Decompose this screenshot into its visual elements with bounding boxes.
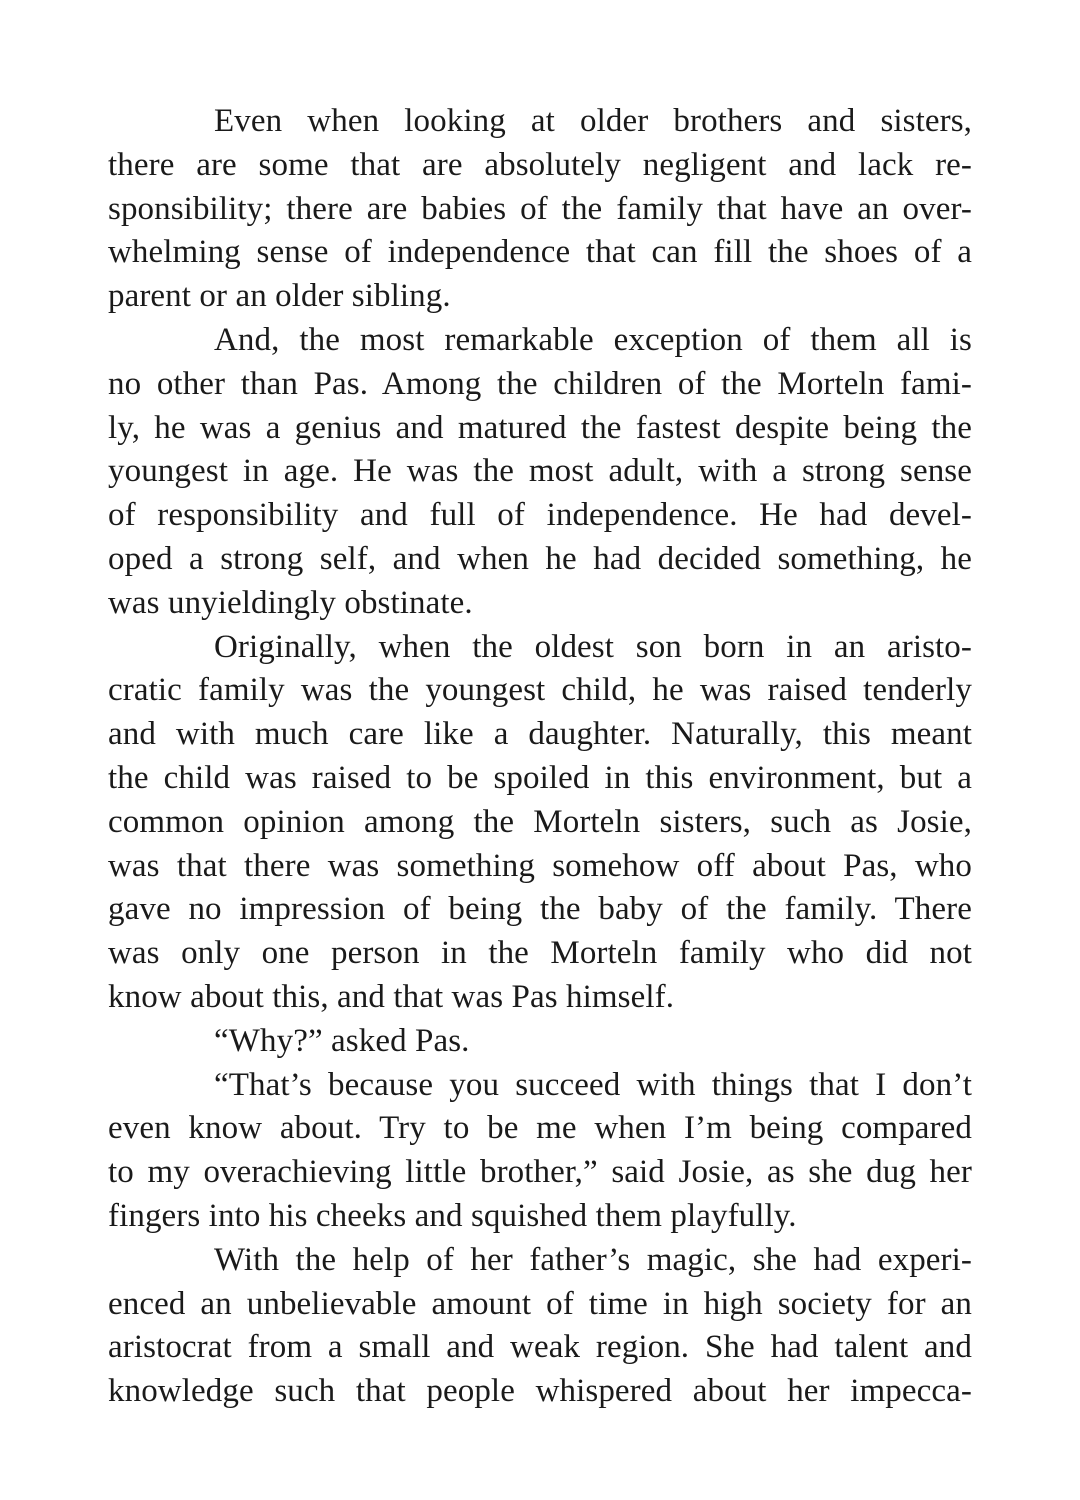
text-line: cratic family was the youngest child, he was raised tenderly: [108, 672, 972, 709]
text-line: Originally, when the oldest son born in an aristo-: [214, 628, 972, 665]
text-line: parent or an older sibling.: [108, 278, 451, 315]
text-line: know about this, and that was Pas himself.: [108, 978, 675, 1015]
text-line: Even when looking at older brothers and sisters,: [214, 103, 972, 139]
text-line: ly, he was a genius and matured the fastest despite being the: [108, 409, 972, 446]
text-line: to my overachieving little brother,” said Josie, as she dug her: [108, 1154, 972, 1191]
text-line: was unyieldingly obstinate.: [108, 584, 473, 621]
text-line: “That’s because you succeed with things that I don’t: [214, 1066, 972, 1103]
text-line: there are some that are absolutely negligent and lack re-: [108, 146, 972, 183]
text-line: fingers into his cheeks and squished them playfully.: [108, 1197, 797, 1234]
text-line: the child was raised to be spoiled in this environment, but a: [108, 759, 972, 796]
text-line: With the help of her father’s magic, she had experi-: [214, 1241, 972, 1278]
text-line: common opinion among the Morteln sisters, such as Josie,: [108, 803, 972, 840]
text-line: and with much care like a daughter. Naturally, this meant: [108, 716, 972, 753]
text-line: was that there was something somehow off about Pas, who: [108, 847, 972, 884]
text-line: aristocrat from a small and weak region. She had talent and: [108, 1329, 972, 1366]
text-line: was only one person in the Morteln family who did not: [108, 935, 972, 972]
text-line: And, the most remarkable exception of them all is: [214, 321, 972, 358]
text-line: knowledge such that people whispered about her impecca-: [108, 1373, 972, 1410]
text-line: whelming sense of independence that can fill the shoes of a: [108, 234, 972, 271]
text-line: of responsibility and full of independence. He had devel-: [108, 497, 972, 534]
text-line: enced an unbelievable amount of time in high society for an: [108, 1285, 972, 1322]
text-line: oped a strong self, and when he had decided something, he: [108, 540, 972, 577]
text-line: “Why?” asked Pas.: [214, 1022, 470, 1059]
text-line: youngest in age. He was the most adult, with a strong sense: [108, 453, 972, 490]
text-line: gave no impression of being the baby of the family. There: [108, 891, 972, 928]
text-line: even know about. Try to be me when I’m being compared: [108, 1110, 972, 1147]
text-line: sponsibility; there are babies of the family that have an over-: [108, 190, 972, 227]
body-text: [108, 100, 972, 1414]
text-line: no other than Pas. Among the children of the Morteln fami-: [108, 365, 972, 402]
